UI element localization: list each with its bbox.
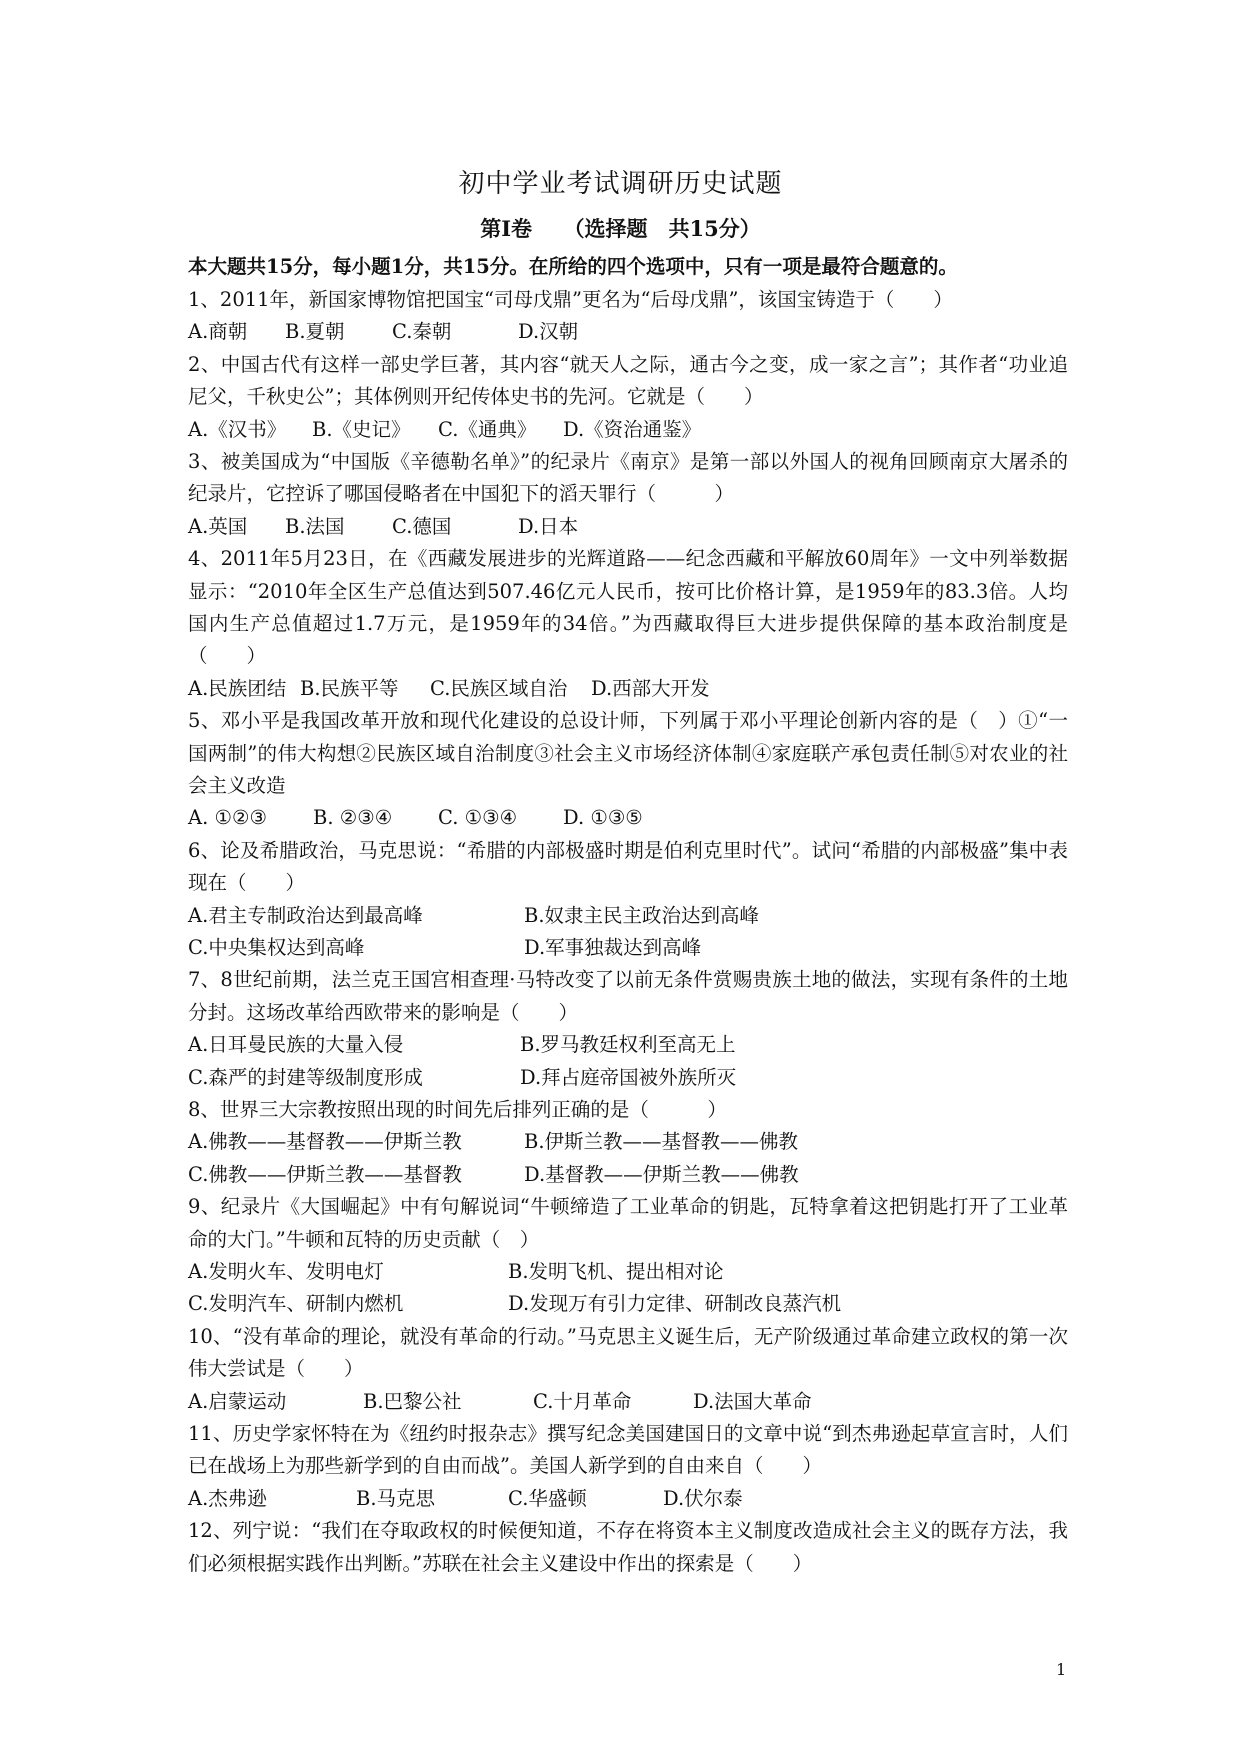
question-text: 2、中国古代有这样一部史学巨著，其内容“就天人之际，通古今之变，成一家之言”；其作者“功业追尼父，千秋史公”；其体例则开纪传体史书的先河。它就是（ ） bbox=[188, 352, 1068, 409]
question-text: 8、世界三大宗教按照出现的时间先后排列正确的是（ ） bbox=[188, 1098, 727, 1122]
question-item bbox=[188, 1321, 1068, 1418]
question-item bbox=[188, 705, 1068, 835]
answer-option[interactable]: A.英国 bbox=[188, 514, 248, 538]
answer-option[interactable]: C.《通典》 bbox=[438, 417, 537, 441]
answer-option[interactable]: A.日耳曼民族的大量入侵 bbox=[188, 1033, 404, 1057]
question-item bbox=[188, 446, 1068, 543]
options-row bbox=[188, 802, 1068, 834]
question-text: 7、8世纪前期，法兰克王国宫相查理·马特改变了以前无条件赏赐贵族土地的做法，实现有条件的土地分封。这场改革给西欧带来的影响是（ ） bbox=[188, 968, 1068, 1024]
answer-option[interactable]: A.民族团结 bbox=[188, 676, 287, 700]
question-item bbox=[188, 284, 1068, 349]
question-item bbox=[188, 1191, 1068, 1321]
options-row bbox=[188, 1029, 1068, 1061]
question-text: 1、2011年，新国家博物馆把国宝“司母戊鼎”更名为“后母戊鼎”，该国宝铸造于（ ） bbox=[188, 288, 953, 311]
options-row bbox=[188, 1386, 1068, 1418]
question-text: 12、列宁说：“我们在夺取政权的时候便知道，不存在将资本主义制度改造成社会主义的既存方法，我们必须根据实践作出判断。”苏联在社会主义建设中作出的探索是（ ） bbox=[188, 1519, 1068, 1575]
options-row bbox=[188, 1288, 1068, 1320]
question-text: 3、被美国成为“中国版《辛德勒名单》”的纪录片《南京》是第一部以外国人的视角回顾南京大屠杀的纪录片，它控诉了哪国侵略者在中国犯下的滔天罪行（ ） bbox=[188, 450, 1068, 506]
answer-option[interactable]: C.华盛顿 bbox=[508, 1486, 587, 1510]
options-row bbox=[188, 511, 1068, 543]
question-text: 4、2011年5月23日，在《西藏发展进步的光辉道路——纪念西藏和平解放60周年》一文中列举数据显示：“2010年全区生产总值达到507.46亿元人民币，按可比价格计算，是1959年的83.3倍。人均国内生产总值超过1.7万元，是1959年的34倍。”为西藏取得巨大进步提供保障的基本政治制度是（ ） bbox=[188, 547, 1068, 668]
section-instructions: 本大题共15分，每小题1分，共15分。在所给的四个选项中，只有一项是最符合题意的。 bbox=[188, 255, 958, 278]
answer-option[interactable]: D.法国大革命 bbox=[693, 1389, 812, 1413]
answer-option[interactable]: B.巴黎公社 bbox=[363, 1389, 462, 1413]
options-row bbox=[188, 1159, 1068, 1191]
answer-option[interactable]: C.中央集权达到高峰 bbox=[188, 936, 365, 960]
answer-option[interactable]: C.佛教——伊斯兰教——基督教 bbox=[188, 1162, 462, 1186]
page-number: 1 bbox=[1056, 1660, 1067, 1679]
question-text: 6、论及希腊政治，马克思说：“希腊的内部极盛时期是伯利克里时代”。试问“希腊的内部极盛”集中表现在（ ） bbox=[188, 838, 1068, 895]
options-row bbox=[188, 414, 1068, 446]
options-row bbox=[188, 316, 1068, 348]
options-row bbox=[188, 932, 1068, 964]
options-row bbox=[188, 1483, 1068, 1515]
answer-option[interactable]: A.君主专制政治达到最高峰 bbox=[188, 903, 423, 927]
question-item bbox=[188, 1418, 1068, 1515]
answer-option[interactable]: B.罗马教廷权利至高无上 bbox=[520, 1033, 736, 1057]
answer-option[interactable]: A. ①②③ bbox=[188, 806, 267, 830]
answer-option[interactable]: A.启蒙运动 bbox=[188, 1389, 287, 1413]
question-item bbox=[188, 349, 1068, 446]
page-title: 初中学业考试调研历史试题 bbox=[458, 169, 783, 199]
answer-option[interactable]: D.汉朝 bbox=[518, 320, 579, 344]
question-text: 9、纪录片《大国崛起》中有句解说词“牛顿缔造了工业革命的钥匙，瓦特拿着这把钥匙打开了工业革命的大门。”牛顿和瓦特的历史贡献（ ） bbox=[188, 1195, 1068, 1251]
answer-option[interactable]: C.森严的封建等级制度形成 bbox=[188, 1065, 423, 1089]
options-row bbox=[188, 1256, 1068, 1288]
options-row bbox=[188, 1062, 1068, 1094]
answer-option[interactable]: D.拜占庭帝国被外族所灭 bbox=[520, 1065, 737, 1089]
answer-option[interactable]: B.民族平等 bbox=[300, 676, 399, 700]
answer-option[interactable]: D.西部大开发 bbox=[591, 676, 710, 700]
question-item bbox=[188, 835, 1068, 965]
question-text: 10、“没有革命的理论，就没有革命的行动。”马克思主义诞生后，无产阶级通过革命建立政权的第一次伟大尝试是（ ） bbox=[188, 1324, 1068, 1381]
answer-option[interactable]: A.佛教——基督教——伊斯兰教 bbox=[188, 1130, 462, 1154]
question-text: 11、历史学家怀特在为《纽约时报杂志》撰写纪念美国建国日的文章中说“到杰弗逊起草宣言时，人们已在战场上为那些新学到的自由而战”。美国人新学到的自由来自（ ） bbox=[188, 1422, 1068, 1478]
answer-option[interactable]: B. ②③④ bbox=[313, 806, 393, 830]
section-subtitle: 第Ⅰ卷 （选择题 共15分） bbox=[480, 216, 761, 241]
answer-option[interactable]: D. ①③⑤ bbox=[563, 806, 643, 830]
answer-option[interactable]: B.发明飞机、提出相对论 bbox=[508, 1260, 724, 1284]
options-row bbox=[188, 1126, 1068, 1158]
answer-option[interactable]: C.秦朝 bbox=[392, 320, 452, 344]
answer-option[interactable]: B.马克思 bbox=[356, 1486, 436, 1510]
answer-option[interactable]: C.发明汽车、研制内燃机 bbox=[188, 1292, 404, 1316]
answer-option[interactable]: D.《资治通鉴》 bbox=[563, 417, 702, 441]
question-list bbox=[188, 284, 1068, 1580]
answer-option[interactable]: B.夏朝 bbox=[285, 320, 345, 344]
answer-option[interactable]: C.德国 bbox=[392, 514, 452, 538]
answer-option[interactable]: C.十月革命 bbox=[533, 1389, 632, 1413]
answer-option[interactable]: D.基督教——伊斯兰教——佛教 bbox=[524, 1162, 799, 1186]
answer-option[interactable]: A.商朝 bbox=[188, 320, 248, 344]
answer-option[interactable]: D.日本 bbox=[518, 514, 579, 538]
answer-option[interactable]: B.《史记》 bbox=[312, 417, 411, 441]
question-item bbox=[188, 543, 1068, 705]
answer-option[interactable]: B.法国 bbox=[285, 514, 345, 538]
options-row bbox=[188, 900, 1068, 932]
question-item bbox=[188, 964, 1068, 1094]
options-row bbox=[188, 673, 1068, 705]
answer-option[interactable]: B.伊斯兰教——基督教——佛教 bbox=[524, 1130, 799, 1154]
answer-option[interactable]: C. ①③④ bbox=[438, 806, 518, 830]
answer-option[interactable]: D.军事独裁达到高峰 bbox=[524, 936, 702, 960]
answer-option[interactable]: A.杰弗逊 bbox=[188, 1486, 267, 1510]
answer-option[interactable]: B.奴隶主民主政治达到高峰 bbox=[524, 903, 760, 927]
answer-option[interactable]: A.发明火车、发明电灯 bbox=[188, 1260, 384, 1284]
answer-option[interactable]: C.民族区域自治 bbox=[430, 676, 568, 700]
question-item bbox=[188, 1515, 1068, 1580]
question-text: 5、邓小平是我国改革开放和现代化建设的总设计师，下列属于邓小平理论创新内容的是（ ）①“一国两制”的伟大构想②民族区域自治制度③社会主义市场经济体制④家庭联产承包责任制⑤对农业的社会主义改造 bbox=[188, 709, 1068, 798]
answer-option[interactable]: A.《汉书》 bbox=[188, 417, 287, 441]
question-item bbox=[188, 1094, 1068, 1191]
answer-option[interactable]: D.发现万有引力定律、研制改良蒸汽机 bbox=[508, 1292, 842, 1316]
answer-option[interactable]: D.伏尔泰 bbox=[663, 1486, 743, 1510]
